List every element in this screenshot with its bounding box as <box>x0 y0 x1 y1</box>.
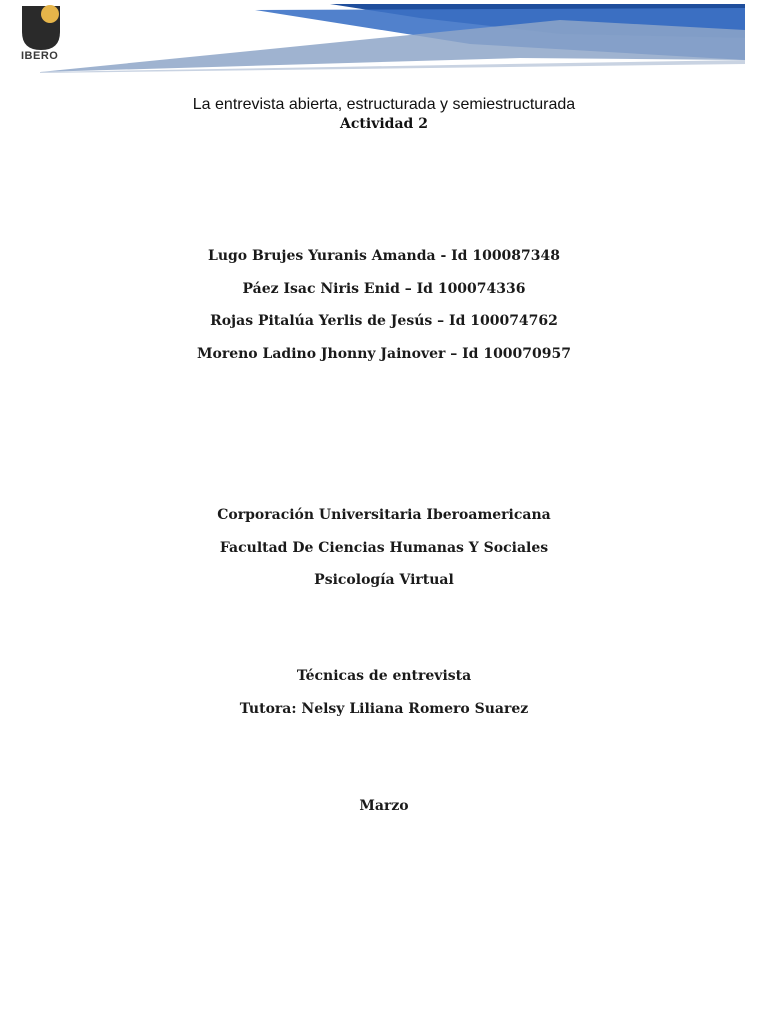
author-line: Moreno Ladino Jhonny Jainover – Id 100070957 <box>196 345 571 362</box>
author-line: Páez Isac Niris Enid – Id 100074336 <box>242 280 526 297</box>
university-name: Corporación Universitaria Iberoamericana <box>217 507 551 523</box>
document-subtitle: Actividad 2 <box>340 116 428 132</box>
logo-text: IBERO <box>21 50 59 62</box>
author-line: Rojas Pitalúa Yerlis de Jesús – Id 100074762 <box>210 313 558 329</box>
institution-block <box>0 505 768 603</box>
course-block <box>0 666 768 731</box>
document-date: Marzo <box>359 798 409 814</box>
document-title: La entrevista abierta, estructurada y semiestructurada <box>192 96 576 113</box>
program-name: Psicología Virtual <box>314 572 454 588</box>
author-line: Lugo Brujes Yuranis Amanda - Id 100087348 <box>207 248 561 264</box>
tutor-name: Tutora: Nelsy Liliana Romero Suarez <box>239 700 529 717</box>
authors-list <box>0 246 768 376</box>
faculty-name: Facultad De Ciencias Humanas Y Sociales <box>219 539 549 556</box>
course-name: Técnicas de entrevista <box>296 668 472 684</box>
header-banner <box>0 0 768 80</box>
date-block <box>0 796 768 829</box>
